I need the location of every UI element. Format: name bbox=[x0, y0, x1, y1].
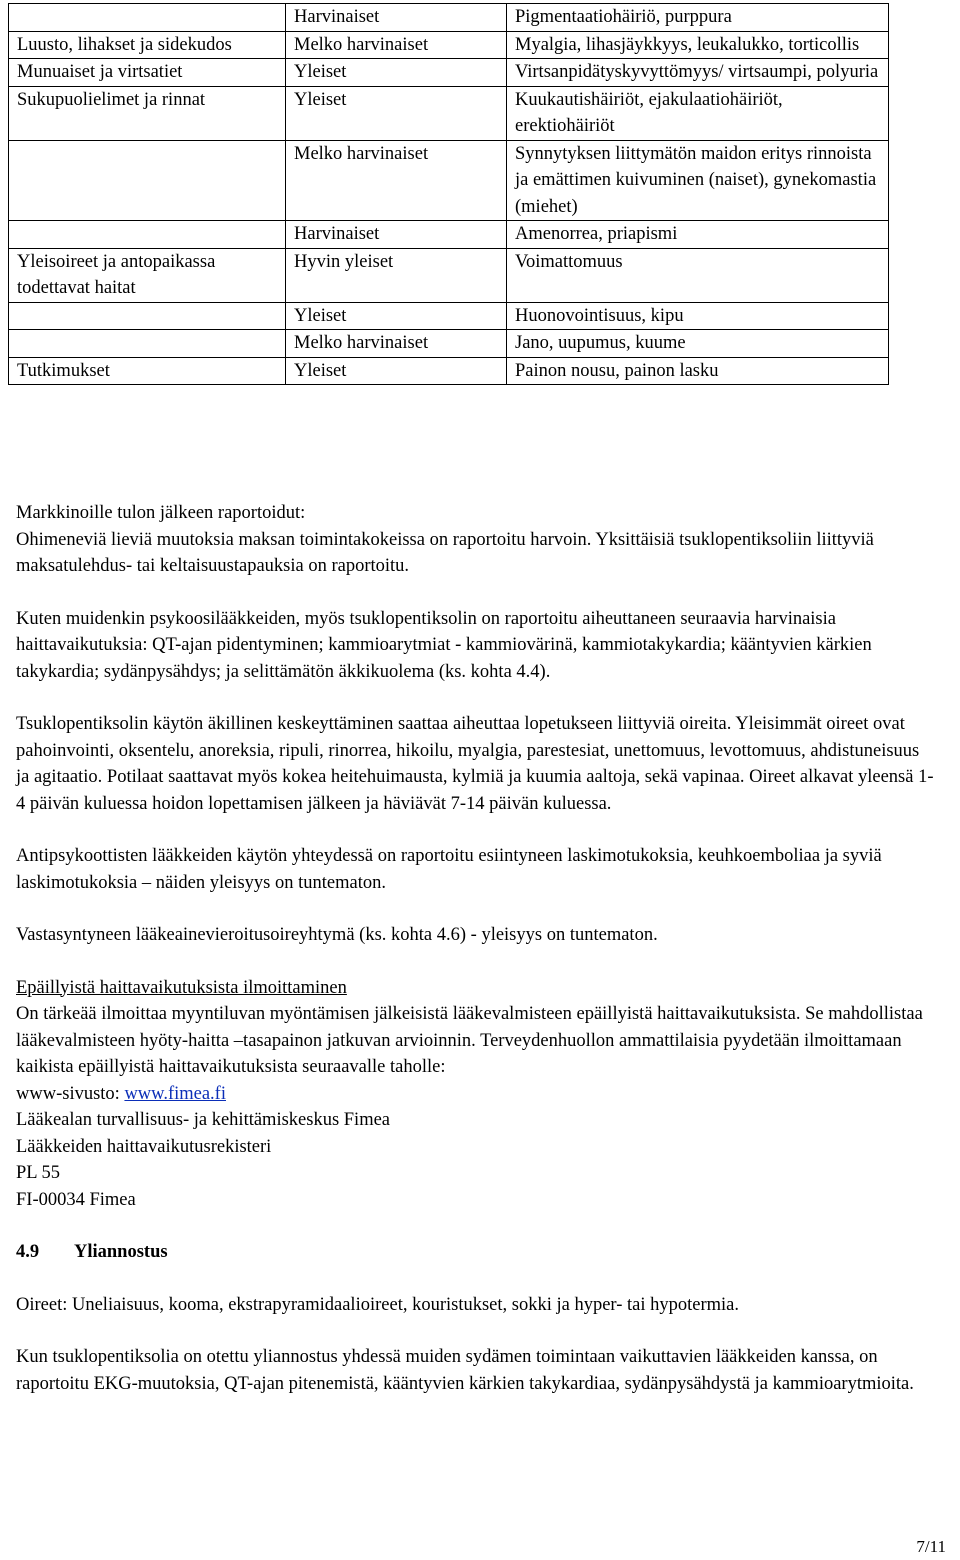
table-row bbox=[9, 357, 889, 385]
effect-cell: Painon nousu, painon lasku bbox=[507, 357, 889, 385]
table-row bbox=[9, 140, 889, 221]
table-row bbox=[9, 302, 889, 330]
table-row bbox=[9, 31, 889, 59]
organ-class-cell bbox=[9, 221, 286, 249]
frequency-cell: Yleiset bbox=[286, 59, 507, 87]
address-line-1: Lääkealan turvallisuus- ja kehittämiskeskus Fimea bbox=[16, 1110, 391, 1130]
section-number: 4.9 bbox=[16, 1242, 40, 1262]
organ-class-cell bbox=[9, 4, 286, 32]
organ-class-cell: Yleisoireet ja antopaikassa todettavat haitat bbox=[9, 248, 286, 302]
reporting-text: On tärkeää ilmoittaa myyntiluvan myöntämisen jälkeisistä lääkevalmisteen epäillyistä haittavaikutuksista. Se mahdollistaa lääkevalmisteen hyöty-haitta –tasapainon jatkuvan arvioinnin. Terveydenhuollon ammattilaisia pyydetään ilmoittamaan kaikista epäillyistä haittavaikutuksista seuraavalle taholle: bbox=[16, 1004, 923, 1077]
address-line-4: FI-00034 Fimea bbox=[16, 1189, 136, 1210]
overdose-symptoms: Oireet: Uneliaisuus, kooma, ekstrapyramidaalioireet, kouristukset, sokki ja hyper- tai hypotermia. bbox=[16, 1294, 739, 1315]
section-title: Yliannostus bbox=[74, 1242, 168, 1262]
organ-class-cell: Tutkimukset bbox=[9, 357, 286, 385]
table-row bbox=[9, 4, 889, 32]
organ-class-cell bbox=[9, 330, 286, 358]
organ-class-cell: Munuaiset ja virtsatiet bbox=[9, 59, 286, 87]
table-row bbox=[9, 221, 889, 249]
table-row bbox=[9, 248, 889, 302]
organ-class-cell bbox=[9, 140, 286, 221]
effect-cell: Pigmentaatiohäiriö, purppura bbox=[507, 4, 889, 32]
address-line-3: PL 55 bbox=[16, 1163, 61, 1183]
reporting-web bbox=[16, 1081, 936, 1108]
effect-cell: Kuukautishäiriöt, ejakulaatiohäiriöt, erektiohäiriöt bbox=[507, 86, 889, 140]
organ-class-cell: Sukupuolielimet ja rinnat bbox=[9, 86, 286, 140]
adverse-effects-table bbox=[8, 3, 889, 385]
frequency-cell: Yleiset bbox=[286, 357, 507, 385]
organ-class-cell bbox=[9, 302, 286, 330]
postmarketing-heading: Markkinoille tulon jälkeen raportoidut: bbox=[16, 503, 306, 523]
effect-cell: Huonovointisuus, kipu bbox=[507, 302, 889, 330]
paragraph-neonatal: Vastasyntyneen lääkeainevieroitusoireyhtymä (ks. kohta 4.6) - yleisyys on tuntematon. bbox=[16, 925, 658, 945]
frequency-cell: Melko harvinaiset bbox=[286, 330, 507, 358]
body-text bbox=[16, 500, 936, 1397]
table-row bbox=[9, 86, 889, 140]
reporting-heading: Epäillyistä haittavaikutuksista ilmoittaminen bbox=[16, 977, 347, 998]
overdose-text: Kun tsuklopentiksolia on otettu yliannostus yhdessä muiden sydämen toimintaan vaikuttavien lääkkeiden kanssa, on raportoitu EKG-muutoksia, QT-ajan pitenemistä, kääntyvien kärkien takykardiaa, sydänpysähdystä ja kammioarytmioita. bbox=[16, 1347, 914, 1394]
effect-cell: Voimattomuus bbox=[507, 248, 889, 302]
effect-cell: Amenorrea, priapismi bbox=[507, 221, 889, 249]
table-row bbox=[9, 330, 889, 358]
effect-cell: Myalgia, lihasjäykkyys, leukalukko, torticollis bbox=[507, 31, 889, 59]
table-row bbox=[9, 59, 889, 87]
paragraph-thrombo: Antipsykoottisten lääkkeiden käytön yhteydessä on raportoitu esiintyneen laskimotukoksia, keuhkoemboliaa ja syviä laskimotukoksia – näiden yleisyys on tuntematon. bbox=[16, 846, 882, 893]
frequency-cell: Harvinaiset bbox=[286, 4, 507, 32]
page-number: 7/11 bbox=[916, 1537, 946, 1556]
effect-cell: Synnytyksen liittymätön maidon eritys rinnoista ja emättimen kuivuminen (naiset), gynekomastia (miehet) bbox=[507, 140, 889, 221]
organ-class-cell: Luusto, lihakset ja sidekudos bbox=[9, 31, 286, 59]
address-line-2: Lääkkeiden haittavaikutusrekisteri bbox=[16, 1136, 272, 1157]
effect-cell: Virtsanpidätyskyvyttömyys/ virtsaumpi, polyuria bbox=[507, 59, 889, 87]
frequency-cell: Hyvin yleiset bbox=[286, 248, 507, 302]
frequency-cell: Melko harvinaiset bbox=[286, 31, 507, 59]
paragraph-antipsychotics: Kuten muidenkin psykoosilääkkeiden, myös tsuklopentiksolin on raportoitu aiheuttaneen seuraavia harvinaisia haittavaikutuksia: QT-ajan pidentyminen; kammioarytmiat - kammiovärinä, kammiotakykardia; kääntyvien kärkien takykardia; sydänpysähdys; ja selittämätön äkkikuolema (ks. kohta 4.4). bbox=[16, 608, 872, 682]
frequency-cell: Yleiset bbox=[286, 86, 507, 140]
frequency-cell: Harvinaiset bbox=[286, 221, 507, 249]
effect-cell: Jano, uupumus, kuume bbox=[507, 330, 889, 358]
paragraph-withdrawal: Tsuklopentiksolin käytön äkillinen keskeyttäminen saattaa aiheuttaa lopetukseen liittyviä oireita. Yleisimmät oireet ovat pahoinvointi, oksentelu, anoreksia, ripuli, rinorrea, hikoilu, myalgia, parestesiat, unettomuus, levottomuus, ahdistuneisuus ja agitaatio. Potilaat saattavat myös kokea heitehuimausta, kylmiä ja kuumia aaltoja, sekä vapinaa. Oireet alkavat yleensä 1-4 päivän kuluessa hoidon lopettamisen jälkeen ja häviävät 7-14 päivän kuluessa. bbox=[16, 714, 934, 814]
fimea-link[interactable]: www.fimea.fi bbox=[124, 1083, 226, 1104]
frequency-cell: Yleiset bbox=[286, 302, 507, 330]
web-label: www-sivusto: bbox=[16, 1083, 125, 1104]
frequency-cell: Melko harvinaiset bbox=[286, 140, 507, 221]
postmarketing-text: Ohimeneviä lieviä muutoksia maksan toimintakokeissa on raportoitu harvoin. Yksittäisiä tsuklopentiksoliin liittyviä maksatulehdus- tai keltaisuustapauksia on raportoitu. bbox=[16, 529, 874, 576]
section-heading bbox=[16, 1239, 936, 1266]
